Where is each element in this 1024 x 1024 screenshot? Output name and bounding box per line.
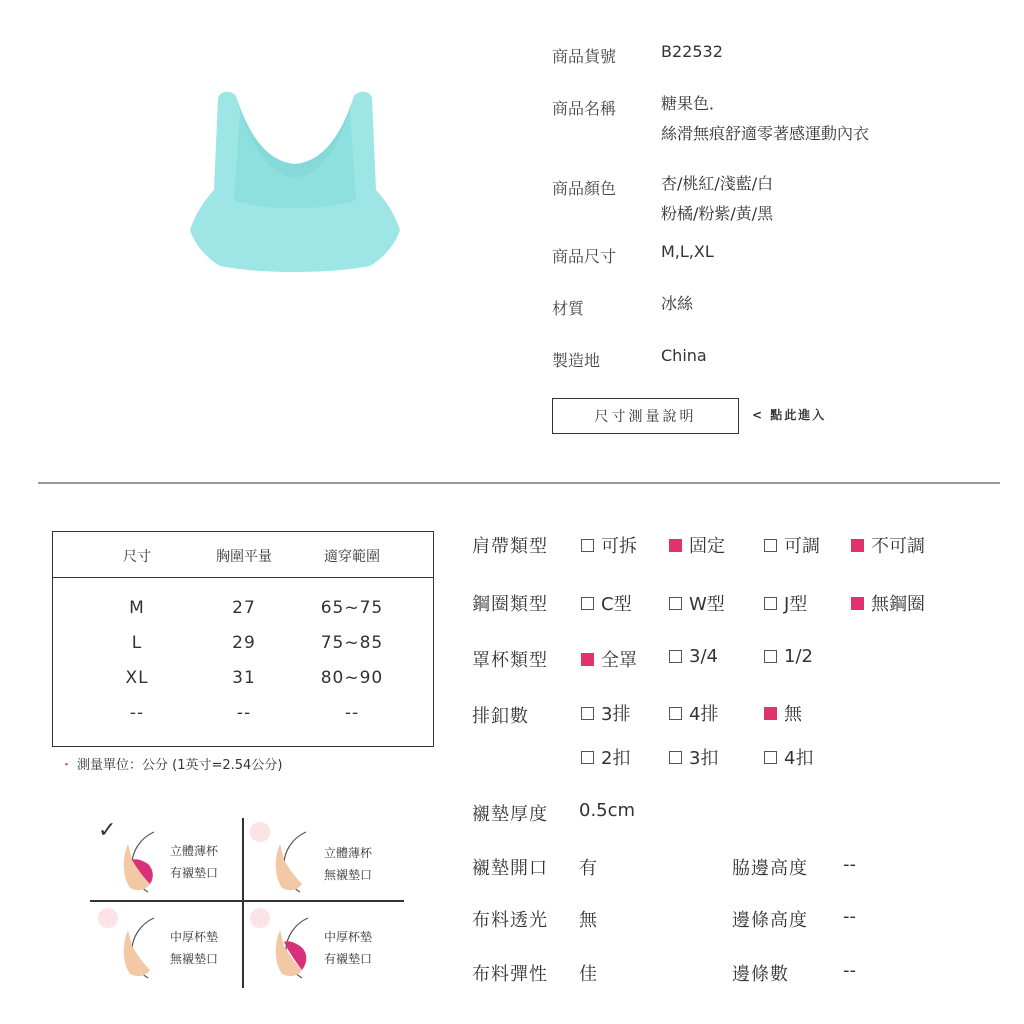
attribute-option xyxy=(669,590,725,616)
info-value-line: 杏/桃紅/淺藍/白 xyxy=(661,174,774,193)
attribute-option xyxy=(669,646,718,667)
size-cell: -- xyxy=(236,703,252,723)
info-value xyxy=(661,169,773,229)
size-guide-button[interactable]: 尺寸測量說明 xyxy=(552,398,739,434)
thick-cup-padded-icon xyxy=(270,916,314,980)
edge-height-label: 邊條高度 xyxy=(732,910,808,931)
cup-label-line: 無襯墊口 xyxy=(170,952,219,966)
unchecked-circle-icon xyxy=(250,908,270,928)
unchecked-circle-icon xyxy=(98,908,118,928)
info-label: 商品顏色 xyxy=(552,179,617,198)
size-cell: -- xyxy=(344,703,360,723)
attribute-option xyxy=(851,590,925,616)
cup-label-3 xyxy=(170,926,218,970)
header-size: 尺寸 xyxy=(123,549,151,565)
info-value-line: 糖果色． xyxy=(661,94,726,113)
cup-label-line: 立體薄杯 xyxy=(170,844,219,858)
strap-type-label: 肩帶類型 xyxy=(472,536,548,557)
cup-label-line: 無襯墊口 xyxy=(324,868,373,882)
attribute-option xyxy=(764,646,813,667)
edge-count-label: 邊條數 xyxy=(732,964,789,985)
checked-box-icon xyxy=(669,539,682,552)
header-range: 適穿範圍 xyxy=(324,549,380,565)
option-label: 3/4 xyxy=(689,646,718,667)
option-label: 可調 xyxy=(784,536,820,557)
info-label: 商品尺寸 xyxy=(552,247,617,266)
unit-note xyxy=(60,754,282,773)
attribute-option xyxy=(581,700,630,726)
info-value-line: 粉橘/粉紫/黃/黑 xyxy=(661,204,774,223)
cup-label-4 xyxy=(324,926,372,970)
option-label: 1/2 xyxy=(784,646,813,667)
option-label: 全罩 xyxy=(601,650,637,671)
info-value-line: 絲滑無痕舒適零著感運動內衣 xyxy=(661,124,870,143)
cup-label-1 xyxy=(170,840,218,884)
cup-label-line: 有襯墊口 xyxy=(324,952,373,966)
attribute-value: -- xyxy=(843,906,856,927)
thin-cup-unpadded-icon xyxy=(270,830,314,894)
unchecked-box-icon xyxy=(764,650,777,663)
checked-box-icon xyxy=(581,653,594,666)
cup-label-line: 中厚杯墊 xyxy=(170,930,219,944)
size-cell: 31 xyxy=(232,668,256,688)
unchecked-box-icon xyxy=(581,597,594,610)
attribute-value: 無 xyxy=(579,910,597,931)
grid-horizontal-line xyxy=(90,900,404,902)
info-value-line: 冰絲 xyxy=(661,294,694,313)
unchecked-box-icon xyxy=(764,597,777,610)
grid-vertical-line xyxy=(242,818,244,988)
hooks-label: 排釦數 xyxy=(472,706,529,727)
info-value xyxy=(661,341,707,371)
attribute-option xyxy=(581,590,632,616)
option-label: 固定 xyxy=(689,536,725,557)
unchecked-circle-icon xyxy=(250,822,270,842)
attribute-option xyxy=(581,744,630,770)
info-value xyxy=(661,289,693,319)
attribute-option xyxy=(764,590,807,616)
size-cell: XL xyxy=(125,668,149,688)
sheerness-label: 布料透光 xyxy=(472,910,548,931)
unit-note-text: 測量單位：公分 (1英寸=2.54公分) xyxy=(77,758,283,773)
option-label: W型 xyxy=(689,594,725,615)
unchecked-box-icon xyxy=(581,751,594,764)
size-cell: -- xyxy=(129,703,145,723)
option-label: 無鋼圈 xyxy=(871,594,925,615)
info-value-line: China xyxy=(661,346,707,365)
info-value xyxy=(661,237,714,267)
checked-box-icon xyxy=(851,539,864,552)
attribute-option xyxy=(581,532,637,558)
unchecked-box-icon xyxy=(669,650,682,663)
wire-type-label: 鋼圈類型 xyxy=(472,594,548,615)
option-label: 3排 xyxy=(601,704,631,725)
info-label: 商品名稱 xyxy=(552,99,617,118)
divider xyxy=(38,482,1000,484)
cup-label-line: 立體薄杯 xyxy=(324,846,373,860)
note-dot: ・ xyxy=(60,758,74,773)
attribute-option xyxy=(764,744,813,770)
info-label: 製造地 xyxy=(552,351,601,370)
unchecked-box-icon xyxy=(669,751,682,764)
size-table-header xyxy=(53,532,433,578)
cup-label-line: 中厚杯墊 xyxy=(324,930,373,944)
attribute-option xyxy=(764,700,802,726)
info-label: 商品貨號 xyxy=(552,47,617,66)
attribute-option xyxy=(851,532,925,558)
unchecked-box-icon xyxy=(581,707,594,720)
attribute-value: 0.5cm xyxy=(579,800,636,821)
option-label: 4扣 xyxy=(784,748,814,769)
attribute-value: 有 xyxy=(579,858,597,879)
size-cell: M xyxy=(129,598,145,618)
option-label: 可拆 xyxy=(601,536,637,557)
header-bust: 胸圍平量 xyxy=(216,549,272,565)
option-label: 無 xyxy=(784,704,802,725)
check-icon: ✓ xyxy=(98,818,117,843)
attribute-option xyxy=(669,744,718,770)
size-cell: 80~90 xyxy=(320,668,384,688)
info-value xyxy=(661,89,869,149)
cup-label-line: 有襯墊口 xyxy=(170,866,219,880)
size-cell: 75~85 xyxy=(320,633,384,653)
attribute-option xyxy=(581,646,637,672)
cup-type-label: 罩杯類型 xyxy=(472,650,548,671)
info-value xyxy=(661,37,723,67)
attribute-option xyxy=(764,532,820,558)
info-value-line: M,L,XL xyxy=(661,242,714,261)
size-cell: 29 xyxy=(232,633,256,653)
attribute-value: 佳 xyxy=(579,964,597,985)
attribute-value: -- xyxy=(843,854,856,875)
checked-box-icon xyxy=(764,707,777,720)
unchecked-box-icon xyxy=(669,707,682,720)
option-label: 不可調 xyxy=(871,536,925,557)
attribute-option xyxy=(669,700,718,726)
elasticity-label: 布料彈性 xyxy=(472,964,548,985)
attribute-value: -- xyxy=(843,960,856,981)
side-height-label: 脇邊高度 xyxy=(732,858,808,879)
unchecked-box-icon xyxy=(764,751,777,764)
option-label: J型 xyxy=(784,594,808,615)
option-label: 3扣 xyxy=(689,748,719,769)
info-value-line: B22532 xyxy=(661,42,723,61)
option-label: 4排 xyxy=(689,704,719,725)
click-hint[interactable]: < 點此進入 xyxy=(752,408,827,422)
size-cell: 65~75 xyxy=(320,598,384,618)
checked-box-icon xyxy=(851,597,864,610)
unchecked-box-icon xyxy=(764,539,777,552)
size-table xyxy=(52,531,434,747)
info-label: 材質 xyxy=(552,299,585,318)
option-label: C型 xyxy=(601,594,632,615)
cup-label-2 xyxy=(324,842,372,886)
unchecked-box-icon xyxy=(669,597,682,610)
unchecked-box-icon xyxy=(581,539,594,552)
option-label: 2扣 xyxy=(601,748,631,769)
thin-cup-padded-icon xyxy=(118,830,162,894)
thick-cup-unpadded-icon xyxy=(118,916,162,980)
size-cell: L xyxy=(131,633,143,653)
size-cell: 27 xyxy=(232,598,256,618)
product-image xyxy=(180,80,410,280)
pad-opening-label: 襯墊開口 xyxy=(472,858,548,879)
pad-thickness-label: 襯墊厚度 xyxy=(472,804,548,825)
attribute-option xyxy=(669,532,725,558)
